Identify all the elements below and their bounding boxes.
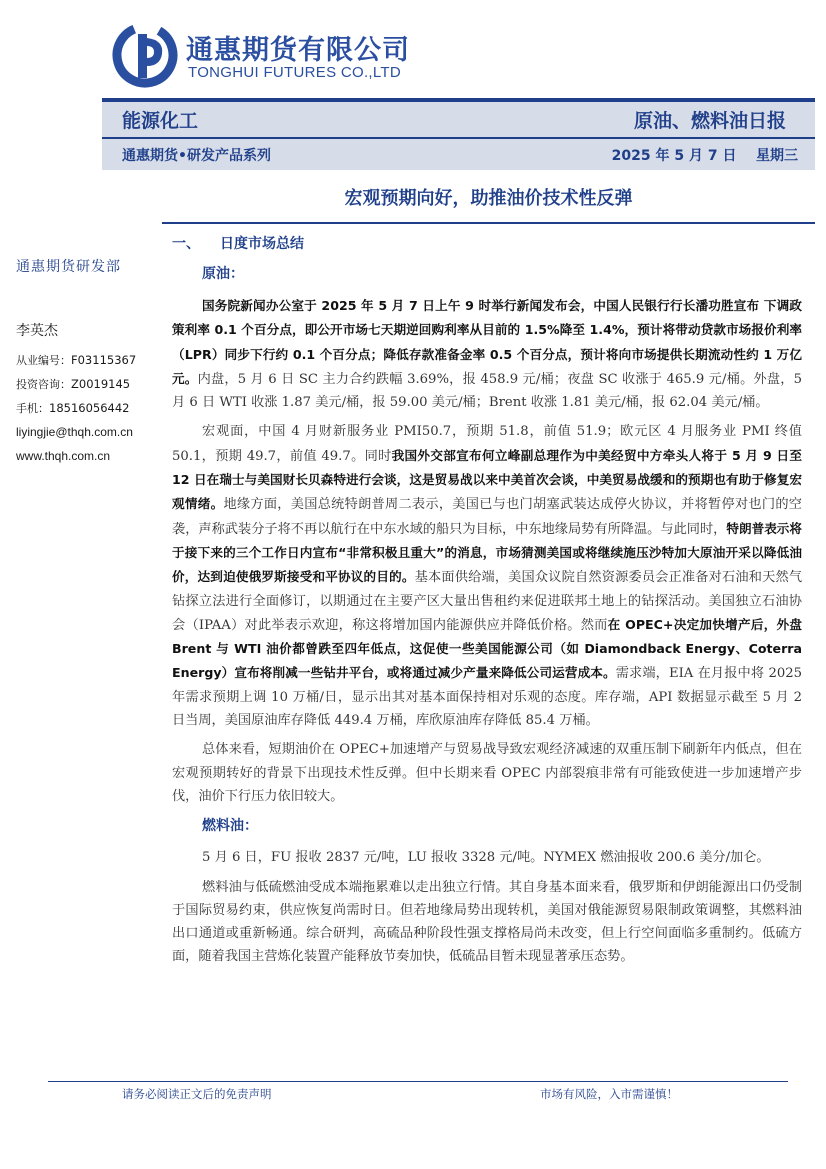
- company-name-en: TONGHUI FUTURES CO.,LTD: [188, 64, 402, 81]
- report-date: 2025 年 5 月 7 日 星期三: [611, 148, 798, 164]
- company-website[interactable]: www.thqh.com.cn: [16, 449, 111, 463]
- fuel-paragraph-2: 燃料油与低硫燃油受成本端拖累难以走出独立行情。其自身基本面来看，俄罗斯和伊朗能源出口仍受制于国际贸易约束，供应恢复尚需时日。但若地缘局势出现转机，美国对俄能源贸易限制政策调整，其燃料油出口通道或重新畅通。综合研判，高硫品种阶段性强支撑格局尚未改变，但上行空间面临多重制约。低硫方面，随着我国主营炼化装置产能释放节奏加快，低硫品目暂未现显著承压态势。: [172, 879, 802, 965]
- supply-text: 基本面供给端，美国众议院自然资源委员会正准备对石油和天然气钻探立法进行全面修订，以期通过在主要产区大量出售租约来促进联邦土地上的钻探活动。美国独立石油协会（IPAA）对此举表示欢迎，称这将增加国内能源供应并降低价格。然而: [172, 570, 803, 633]
- author-sidebar: [16, 256, 156, 468]
- license-label: 从业编号：: [16, 354, 71, 367]
- license-value: F03115367: [71, 353, 137, 367]
- fuel-heading: 燃料油：: [202, 818, 258, 835]
- risk-notice: 市场有风险，入市需谨慎！: [540, 1087, 678, 1101]
- series-label: 通惠期货•研发产品系列: [122, 148, 271, 164]
- headline-rule: [162, 222, 815, 224]
- footer-rule: [48, 1081, 788, 1082]
- section-number: 一、: [172, 236, 200, 252]
- company-logo-icon: [112, 22, 178, 88]
- geopolitics-text: 地缘方面，美国总统特朗普周二表示，美国已与也门胡塞武装达成停火协议，并将暂停对也门的空袭，声称武装分子将不再以航行在中东水域的船只为目标，中东地缘局势有所降温。与此同时，: [172, 497, 802, 537]
- crude-heading: 原油：: [202, 266, 244, 282]
- phone-label: 手机：: [16, 402, 49, 415]
- report-body: [172, 232, 802, 969]
- sector-label: 能源化工: [122, 110, 199, 132]
- advisory-number: [16, 372, 156, 396]
- trade-talks-highlight: 我国外交部宣布何立峰副总理作为中美经贸中方牵头人将于 5 月 9 日至 12 日在瑞士与美国财长贝森特进行会谈，这是贸易战以来中美首次会谈，中美贸易战缓和的预期也有助于修复宏观情绪。: [172, 447, 802, 512]
- banner-top-line: [102, 98, 815, 102]
- author-name: 李英杰: [16, 323, 58, 339]
- section-title: 日度市场总结: [220, 236, 304, 252]
- phone-number: [16, 396, 156, 420]
- crude-paragraph-2: [172, 420, 802, 732]
- fuel-paragraph-1: 5 月 6 日，FU 报收 2837 元/吨，LU 报收 3328 元/吨。NYMEX 燃油报收 200.6 美分/加仑。: [202, 850, 770, 866]
- report-name: 原油、燃料油日报: [633, 110, 786, 132]
- demand-inventory-text: 需求端，EIA 在月报中将 2025 年需求预期上调 10 万桶/日，显示出其对基本面保持相对乐观的态度。库存端，API 数据显示截至 5 月 2 日当周，美国原油库存降低 449.4 万桶，库欣原油库存降低 85.4 万桶。: [172, 666, 803, 729]
- disclaimer-notice: 请务必阅读正文后的免责声明: [122, 1087, 272, 1101]
- advisory-value: Z0019145: [71, 377, 131, 391]
- crude-paragraph-3: 总体来看，短期油价在 OPEC+加速增产与贸易战导致宏观经济减速的双重压制下刷新年内低点，但在宏观预期转好的背景下出现技术性反弹。但中长期来看 OPEC 内部裂痕非常有可能致使进一步加速增产步伐，油价下行压力依旧较大。: [172, 742, 802, 804]
- advisory-label: 投资咨询：: [16, 378, 71, 391]
- report-headline: 宏观预期向好，助推油价技术性反弹: [344, 188, 633, 209]
- macro-text: 宏观面，中国 4 月财新服务业 PMI50.7，预期 51.8，前值 51.9；欧元区 4 月服务业 PMI 终值 50.1，预期 49.7，前值 49.7。同时: [172, 424, 802, 464]
- banner-divider: [102, 137, 815, 139]
- author-email[interactable]: liyingjie@thqh.com.cn: [16, 425, 133, 439]
- department-name: 通惠期货研发部: [16, 259, 121, 275]
- price-summary: 内盘，5 月 6 日 SC 主力合约跌幅 3.69%，报 458.9 元/桶；夜盘 SC 收涨于 465.9 元/桶。外盘，5 月 6 日 WTI 收涨 1.87 美元/桶，报 59.00 美元/桶；Brent 收涨 1.81 美元/桶，报 62.04 美元/桶。: [172, 371, 802, 411]
- opec-highlight: 在 OPEC+决定加快增产后，外盘 Brent 与 WTI 油价都曾跌至四年低点，这促使一些美国能源公司（如 Diamondback Energy、Coterra Energy）宣布将削减一些钻井平台，或将通过减少产量来降低公司运营成本。: [172, 616, 803, 681]
- license-number: [16, 348, 156, 372]
- phone-value: 18516056442: [49, 401, 130, 415]
- section-heading: [172, 232, 802, 256]
- crude-paragraph-1: [172, 294, 802, 414]
- company-name-cn: 通惠期货有限公司: [186, 35, 410, 66]
- policy-highlight: 国务院新闻办公室于 2025 年 5 月 7 日上午 9 时举行新闻发布会，中国人民银行行长潘功胜宣布 下调政策利率 0.1 个百分点，即公开市场七天期逆回购利率从目前的 1.5%降至 1.4%，预计将带动贷款市场报价利率（LPR）同步下行约 0.1 个百分点；降低存款准备金率 0.5 个百分点，预计将向市场提供长期流动性约 1 万亿元。: [172, 298, 802, 386]
- trump-announcement-highlight: 特朗普表示将于接下来的三个工作日内宣布“非常积极且重大”的消息，市场猜测美国或将继续施压沙特加大原油开采以降低油价，达到迫使俄罗斯接受和平协议的目的。: [172, 520, 802, 585]
